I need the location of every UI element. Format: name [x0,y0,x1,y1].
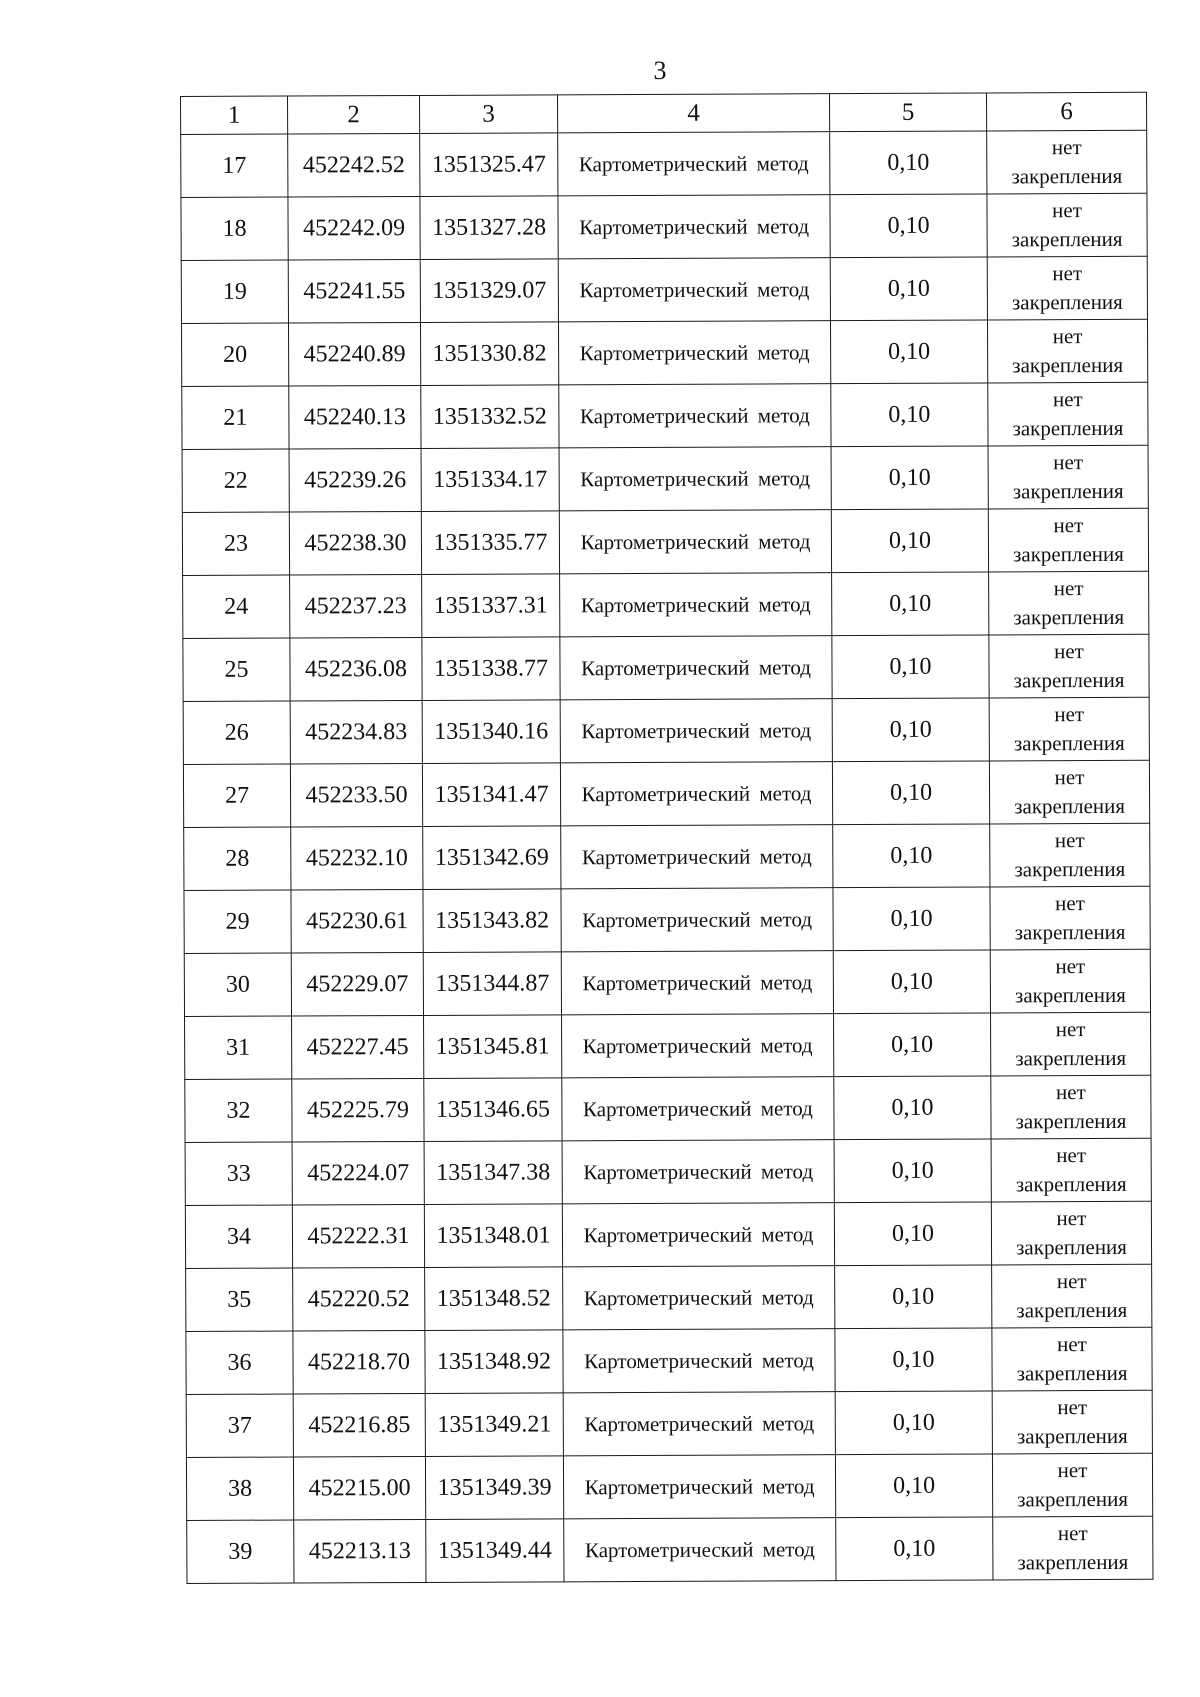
method-cell: Картометрический метод [559,510,831,574]
coordinate-x-cell: 452242.09 [288,196,420,260]
marking-note-cell [991,1012,1151,1076]
method-cell: Картометрический метод [558,195,830,259]
marking-note-line: нет [1056,1206,1087,1231]
table-row [182,445,1148,512]
marking-note-cell [991,1075,1151,1139]
accuracy-cell: 0,10 [832,635,989,699]
coordinates-table [180,92,1153,1584]
point-number-cell: 38 [186,1457,293,1520]
marking-note-cell [992,1390,1152,1454]
coordinate-y-cell: 1351330.82 [420,322,558,386]
coordinate-y-cell: 1351344.87 [423,952,561,1016]
marking-note-line: нет [1052,198,1082,223]
coordinate-x-cell: 452216.85 [293,1393,425,1457]
coordinate-x-cell: 452215.00 [293,1456,425,1520]
coordinate-x-cell: 452225.79 [292,1078,424,1142]
marking-note-cell [993,1516,1153,1580]
page-number: 3 [653,56,667,85]
table-row [181,130,1147,197]
accuracy-cell: 0,10 [833,950,990,1014]
table-row [185,1075,1151,1142]
marking-note-line: закрепления [1013,604,1125,630]
marking-note-line: нет [1056,1269,1087,1294]
point-number-cell: 26 [183,701,290,764]
marking-note-line: нет [1054,702,1085,727]
coordinate-x-cell: 452218.70 [293,1330,425,1394]
point-number-cell: 29 [184,890,291,953]
accuracy-cell: 0,10 [832,572,989,636]
marking-note-cell [992,1453,1152,1517]
point-number-cell: 36 [186,1331,293,1394]
marking-note-cell [988,508,1148,572]
marking-note-line: закрепления [1015,1045,1127,1071]
marking-note-cell [987,319,1147,383]
method-cell: Картометрический метод [560,762,832,826]
coordinate-x-cell: 452230.61 [291,889,423,953]
marking-note-cell [987,193,1147,257]
marking-note-line: закрепления [1014,982,1126,1008]
method-cell: Картометрический метод [559,447,831,511]
method-cell: Картометрический метод [563,1455,835,1519]
marking-note-line: закрепления [1016,1360,1128,1386]
point-number-cell: 23 [182,512,289,575]
coordinate-x-cell: 452233.50 [290,763,422,827]
coordinate-x-cell: 452232.10 [291,826,423,890]
accuracy-cell: 0,10 [834,1076,991,1140]
point-number-cell: 33 [185,1142,292,1205]
marking-note-line: нет [1055,1017,1086,1042]
table-row [185,1138,1151,1205]
accuracy-cell: 0,10 [834,1013,991,1077]
accuracy-cell: 0,10 [830,194,987,258]
marking-note-line: закрепления [1012,352,1124,378]
marking-note-line: закрепления [1012,478,1124,504]
marking-note-line: закрепления [1013,667,1125,693]
marking-note-line: нет [1052,324,1083,349]
method-cell: Картометрический метод [561,951,833,1015]
marking-note-line: нет [1054,828,1085,853]
coordinate-x-cell: 452240.13 [289,385,421,449]
table-row [184,886,1150,953]
point-number-cell: 18 [181,197,288,260]
method-cell: Картометрический метод [563,1329,835,1393]
marking-note-cell [991,1138,1151,1202]
coordinate-y-cell: 1351337.31 [422,574,560,638]
table-row [183,760,1149,827]
marking-note-cell [991,1201,1151,1265]
coordinate-x-cell: 452224.07 [292,1141,424,1205]
column-header-5: 5 [829,93,986,132]
coordinate-y-cell: 1351349.39 [425,1456,563,1520]
point-number-cell: 20 [181,323,288,386]
marking-note-line: нет [1054,765,1085,790]
accuracy-cell: 0,10 [835,1265,992,1329]
marking-note-line: нет [1052,261,1083,286]
marking-note-line: закрепления [1017,1486,1129,1512]
point-number-cell: 39 [187,1520,294,1583]
marking-note-line: нет [1053,450,1084,475]
coordinate-x-cell: 452242.52 [288,133,420,197]
coordinate-x-cell: 452227.45 [292,1015,424,1079]
marking-note-line: закрепления [1014,856,1126,882]
marking-note-cell [987,256,1147,320]
point-number-cell: 24 [183,575,290,638]
column-header-4: 4 [557,94,829,133]
coordinate-x-cell: 452234.83 [290,700,422,764]
accuracy-cell: 0,10 [835,1391,992,1455]
table-header [181,92,1147,134]
method-cell: Картометрический метод [559,384,831,448]
marking-note-line: нет [1057,1332,1087,1357]
coordinate-y-cell: 1351325.47 [420,133,558,197]
table-row [185,1012,1151,1079]
accuracy-cell: 0,10 [830,320,987,384]
method-cell: Картометрический метод [560,699,832,763]
marking-note-line: закрепления [1016,1297,1128,1323]
marking-note-line: нет [1054,639,1084,664]
point-number-cell: 35 [186,1268,293,1331]
accuracy-cell: 0,10 [834,1139,991,1203]
coordinate-y-cell: 1351348.92 [425,1330,563,1394]
table-row [181,256,1147,323]
point-number-cell: 22 [182,449,289,512]
marking-note-line: закрепления [1014,793,1126,819]
table-row [181,193,1147,260]
point-number-cell: 28 [184,827,291,890]
coordinate-x-cell: 452237.23 [290,574,422,638]
method-cell: Картометрический метод [563,1392,835,1456]
accuracy-cell: 0,10 [835,1454,992,1518]
method-cell: Картометрический метод [564,1518,836,1582]
table-body [181,130,1153,1583]
coordinate-y-cell: 1351340.16 [422,700,560,764]
marking-note-line: нет [1057,1521,1088,1546]
table-row [184,823,1150,890]
marking-note-line: закрепления [1011,226,1123,252]
table-row [182,508,1148,575]
accuracy-cell: 0,10 [831,446,988,510]
marking-note-line: нет [1053,513,1084,538]
method-cell: Картометрический метод [563,1266,835,1330]
table-row [183,634,1149,701]
method-cell: Картометрический метод [562,1014,834,1078]
coordinate-y-cell: 1351345.81 [424,1015,562,1079]
accuracy-cell: 0,10 [835,1328,992,1392]
marking-note-line: нет [1053,576,1084,601]
column-header-1: 1 [181,96,288,134]
marking-note-line: нет [1052,387,1083,412]
marking-note-cell [990,886,1150,950]
coordinate-x-cell: 452240.89 [288,322,420,386]
marking-note-line: закрепления [1014,919,1126,945]
method-cell: Картометрический метод [561,888,833,952]
coordinate-x-cell: 452220.52 [293,1267,425,1331]
coordinate-x-cell: 452236.08 [290,637,422,701]
marking-note-line: закрепления [1015,1171,1127,1197]
accuracy-cell: 0,10 [830,257,987,321]
coordinate-y-cell: 1351329.07 [420,259,558,323]
marking-note-cell [988,445,1148,509]
table-row [186,1453,1152,1520]
marking-note-line: нет [1055,891,1085,916]
accuracy-cell: 0,10 [831,509,988,573]
method-cell: Картометрический метод [560,573,832,637]
point-number-cell: 27 [183,764,290,827]
accuracy-cell: 0,10 [834,1202,991,1266]
marking-note-line: закрепления [1011,289,1123,315]
marking-note-cell [990,823,1150,887]
column-header-2: 2 [288,95,420,134]
marking-note-line: закрепления [1015,1108,1127,1134]
coordinate-y-cell: 1351341.47 [422,763,560,827]
marking-note-line: нет [1057,1395,1088,1420]
coordinate-x-cell: 452229.07 [291,952,423,1016]
coordinate-x-cell: 452213.13 [294,1519,426,1583]
accuracy-cell: 0,10 [832,761,989,825]
column-header-3: 3 [419,95,557,134]
accuracy-cell: 0,10 [833,887,990,951]
coordinate-y-cell: 1351347.38 [424,1141,562,1205]
coordinate-x-cell: 452239.26 [289,448,421,512]
accuracy-cell: 0,10 [830,131,987,195]
point-number-cell: 37 [186,1394,293,1457]
coordinate-y-cell: 1351348.01 [424,1204,562,1268]
marking-note-line: закрепления [1011,163,1123,189]
accuracy-cell: 0,10 [833,824,990,888]
marking-note-line: нет [1055,954,1086,979]
point-number-cell: 17 [181,134,288,197]
method-cell: Картометрический метод [558,258,830,322]
coordinate-y-cell: 1351334.17 [421,448,559,512]
accuracy-cell: 0,10 [832,698,989,762]
marking-note-line: закрепления [1012,415,1124,441]
method-cell: Картометрический метод [558,321,830,385]
column-header-6: 6 [986,92,1146,131]
method-cell: Картометрический метод [558,132,830,196]
marking-note-line: закрепления [1016,1423,1128,1449]
coordinate-y-cell: 1351327.28 [420,196,558,260]
coordinate-y-cell: 1351349.21 [425,1393,563,1457]
point-number-cell: 34 [185,1205,292,1268]
table-row [182,382,1148,449]
coordinate-y-cell: 1351342.69 [423,826,561,890]
point-number-cell: 31 [185,1016,292,1079]
marking-note-cell [987,130,1147,194]
marking-note-line: закрепления [1016,1234,1127,1260]
method-cell: Картометрический метод [561,825,833,889]
coordinate-y-cell: 1351332.52 [421,385,559,449]
table-row [186,1390,1152,1457]
coordinate-y-cell: 1351348.52 [425,1267,563,1331]
marking-note-cell [990,949,1150,1013]
marking-note-line: нет [1051,135,1082,160]
table-row [181,319,1147,386]
method-cell: Картометрический метод [562,1077,834,1141]
coordinate-y-cell: 1351338.77 [422,637,560,701]
coordinate-x-cell: 452241.55 [288,259,420,323]
point-number-cell: 21 [182,386,289,449]
coordinate-y-cell: 1351335.77 [421,511,559,575]
coordinate-x-cell: 452238.30 [289,511,421,575]
marking-note-cell [992,1327,1152,1391]
marking-note-line: закрепления [1013,541,1124,567]
marking-note-cell [989,634,1149,698]
marking-note-cell [989,697,1149,761]
table-row [187,1516,1153,1583]
method-cell: Картометрический метод [562,1203,834,1267]
header-row [181,92,1147,134]
table-row [183,697,1149,764]
accuracy-cell: 0,10 [836,1517,993,1581]
coordinate-y-cell: 1351349.44 [426,1519,564,1583]
table-row [186,1327,1152,1394]
point-number-cell: 30 [184,953,291,1016]
method-cell: Картометрический метод [560,636,832,700]
table-row [186,1264,1152,1331]
marking-note-cell [992,1264,1152,1328]
method-cell: Картометрический метод [562,1140,834,1204]
table-row [184,949,1150,1016]
point-number-cell: 32 [185,1079,292,1142]
marking-note-cell [989,760,1149,824]
coordinate-y-cell: 1351346.65 [424,1078,562,1142]
marking-note-line: закрепления [1013,730,1125,756]
marking-note-line: нет [1056,1143,1087,1168]
coordinate-x-cell: 452222.31 [292,1204,424,1268]
marking-note-cell [988,382,1148,446]
table-row [183,571,1149,638]
accuracy-cell: 0,10 [831,383,988,447]
point-number-cell: 25 [183,638,290,701]
marking-note-line: закрепления [1017,1549,1129,1575]
marking-note-line: нет [1057,1458,1088,1483]
table-row [185,1201,1151,1268]
marking-note-cell [989,571,1149,635]
coordinate-y-cell: 1351343.82 [423,889,561,953]
point-number-cell: 19 [181,260,288,323]
marking-note-line: нет [1055,1080,1086,1105]
